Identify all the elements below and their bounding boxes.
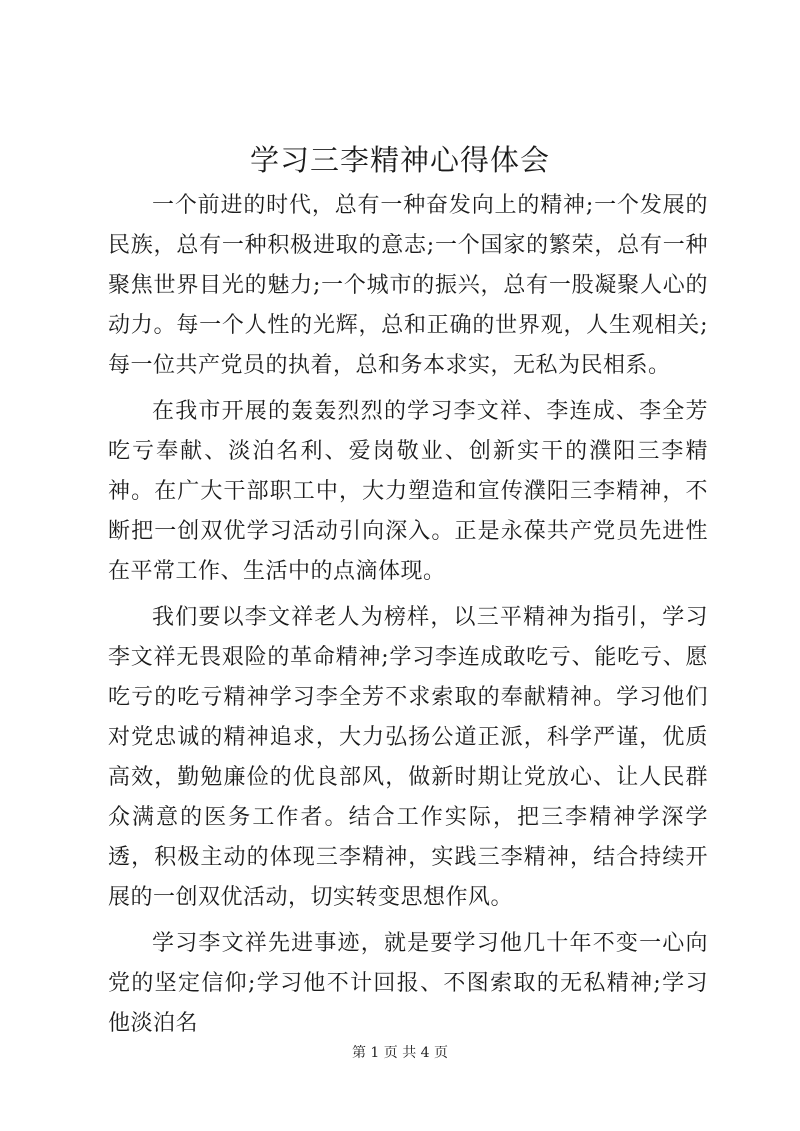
paragraph: 我们要以李文祥老人为榜样，以三平精神为指引，学习李文祥无畏艰险的革命精神;学习李连成敢吃亏、能吃亏、愿吃亏的吃亏精神学习李全芳不求索取的奉献精神。学习他们对党忠诚的精神追求，大力弘扬公道正派，科学严谨，优质高效，勤勉廉俭的优良部风，做新时期让党放心、让人民群众满意的医务工作者。结合工作实际，把三李精神学深学透，积极主动的体现三李精神，实践三李精神，结合持续开展的一创双优活动，切实转变思想作风。 (108, 605, 708, 910)
paragraph: 学习李文祥先进事迹，就是要学习他几十年不变一心向党的坚定信仰;学习他不计回报、不图索取的无私精神;学习他淡泊名 (108, 931, 708, 1036)
document-title: 学习三李精神心得体会 (249, 143, 550, 177)
paragraph: 在我市开展的轰轰烈烈的学习李文祥、李连成、李全芳吃亏奉献、淡泊名利、爱岗敬业、创新实干的濮阳三李精神。在广大干部职工中，大力塑造和宣传濮阳三李精神，不断把一创双优学习活动引向深入。正是永葆共产党员先进性在平常工作、生活中的点滴体现。 (108, 399, 708, 584)
paragraph: 一个前进的时代，总有一种奋发向上的精神;一个发展的民族，总有一种积极进取的意志;一个国家的繁荣，总有一种聚焦世界目光的魅力;一个城市的振兴，总有一股凝聚人心的动力。每一个人性的光辉，总和正确的世界观，人生观相关;每一位共产党员的执着，总和务本求实，无私为民相系。 (108, 193, 708, 378)
document-body (108, 186, 708, 1044)
page-number-footer: 第 1 页 共 4 页 (351, 1045, 449, 1061)
